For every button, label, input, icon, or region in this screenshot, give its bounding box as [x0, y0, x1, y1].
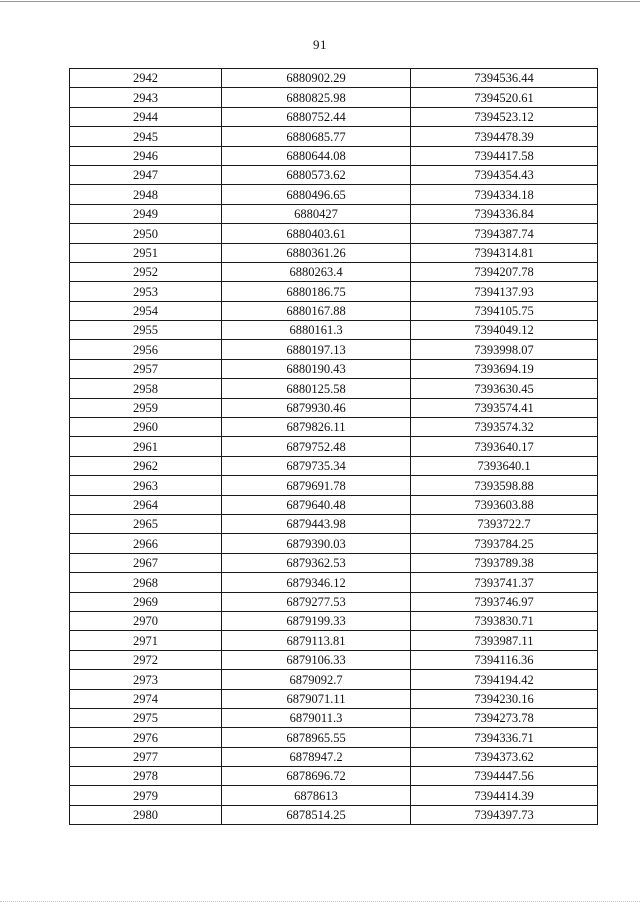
- point-number-cell: 2950: [70, 224, 222, 243]
- y-coordinate-cell: 7394397.73: [411, 805, 598, 824]
- point-number-cell: 2966: [70, 534, 222, 553]
- y-coordinate-cell: 7393574.32: [411, 418, 598, 437]
- x-coordinate-cell: 6880573.62: [222, 165, 411, 184]
- y-coordinate-cell: 7394314.81: [411, 243, 598, 262]
- point-number-cell: 2962: [70, 456, 222, 475]
- x-coordinate-cell: 6880190.43: [222, 359, 411, 378]
- point-number-cell: 2944: [70, 107, 222, 126]
- y-coordinate-cell: 7394207.78: [411, 262, 598, 281]
- table-row: [70, 398, 598, 417]
- table-row: [70, 514, 598, 533]
- x-coordinate-cell: 6880403.61: [222, 224, 411, 243]
- y-coordinate-cell: 7393640.1: [411, 456, 598, 475]
- y-coordinate-cell: 7394520.61: [411, 88, 598, 107]
- table-row: [70, 573, 598, 592]
- y-coordinate-cell: 7394336.84: [411, 204, 598, 223]
- x-coordinate-cell: 6879752.48: [222, 437, 411, 456]
- point-number-cell: 2969: [70, 592, 222, 611]
- y-coordinate-cell: 7393789.38: [411, 553, 598, 572]
- table-row: [70, 805, 598, 824]
- point-number-cell: 2972: [70, 650, 222, 669]
- y-coordinate-cell: 7393784.25: [411, 534, 598, 553]
- x-coordinate-cell: 6879390.03: [222, 534, 411, 553]
- table-row: [70, 127, 598, 146]
- point-number-cell: 2953: [70, 282, 222, 301]
- bottom-rule: [0, 901, 640, 902]
- x-coordinate-cell: 6879735.34: [222, 456, 411, 475]
- table-row: [70, 534, 598, 553]
- table-row: [70, 301, 598, 320]
- table-row: [70, 767, 598, 786]
- point-number-cell: 2942: [70, 69, 222, 88]
- point-number-cell: 2947: [70, 165, 222, 184]
- table-row: [70, 88, 598, 107]
- point-number-cell: 2961: [70, 437, 222, 456]
- table-row: [70, 185, 598, 204]
- point-number-cell: 2976: [70, 728, 222, 747]
- table-row: [70, 243, 598, 262]
- point-number-cell: 2977: [70, 747, 222, 766]
- table-row: [70, 321, 598, 340]
- table-row: [70, 456, 598, 475]
- point-number-cell: 2951: [70, 243, 222, 262]
- y-coordinate-cell: 7393603.88: [411, 495, 598, 514]
- x-coordinate-cell: 6879362.53: [222, 553, 411, 572]
- y-coordinate-cell: 7393830.71: [411, 611, 598, 630]
- table-row: [70, 650, 598, 669]
- table-row: [70, 165, 598, 184]
- table-row: [70, 747, 598, 766]
- y-coordinate-cell: 7394414.39: [411, 786, 598, 805]
- x-coordinate-cell: 6880197.13: [222, 340, 411, 359]
- point-number-cell: 2960: [70, 418, 222, 437]
- table-row: [70, 476, 598, 495]
- point-number-cell: 2949: [70, 204, 222, 223]
- x-coordinate-cell: 6880361.26: [222, 243, 411, 262]
- point-number-cell: 2958: [70, 379, 222, 398]
- coordinates-table: [69, 68, 598, 825]
- table-row: [70, 611, 598, 630]
- y-coordinate-cell: 7394523.12: [411, 107, 598, 126]
- x-coordinate-cell: 6878613: [222, 786, 411, 805]
- x-coordinate-cell: 6880161.3: [222, 321, 411, 340]
- table-row: [70, 379, 598, 398]
- point-number-cell: 2959: [70, 398, 222, 417]
- x-coordinate-cell: 6880496.65: [222, 185, 411, 204]
- y-coordinate-cell: 7393598.88: [411, 476, 598, 495]
- x-coordinate-cell: 6878947.2: [222, 747, 411, 766]
- point-number-cell: 2956: [70, 340, 222, 359]
- table-row: [70, 359, 598, 378]
- y-coordinate-cell: 7394116.36: [411, 650, 598, 669]
- y-coordinate-cell: 7394273.78: [411, 708, 598, 727]
- x-coordinate-cell: 6879011.3: [222, 708, 411, 727]
- table-row: [70, 340, 598, 359]
- table-row: [70, 69, 598, 88]
- x-coordinate-cell: 6879277.53: [222, 592, 411, 611]
- x-coordinate-cell: 6880263.4: [222, 262, 411, 281]
- y-coordinate-cell: 7393640.17: [411, 437, 598, 456]
- page-number: 91: [313, 37, 327, 52]
- x-coordinate-cell: 6878514.25: [222, 805, 411, 824]
- point-number-cell: 2975: [70, 708, 222, 727]
- point-number-cell: 2963: [70, 476, 222, 495]
- x-coordinate-cell: 6880427: [222, 204, 411, 223]
- y-coordinate-cell: 7394447.56: [411, 767, 598, 786]
- x-coordinate-cell: 6880167.88: [222, 301, 411, 320]
- table-row: [70, 107, 598, 126]
- point-number-cell: 2970: [70, 611, 222, 630]
- table-row: [70, 786, 598, 805]
- point-number-cell: 2979: [70, 786, 222, 805]
- y-coordinate-cell: 7394194.42: [411, 670, 598, 689]
- point-number-cell: 2971: [70, 631, 222, 650]
- table-row: [70, 224, 598, 243]
- table-row: [70, 631, 598, 650]
- x-coordinate-cell: 6879199.33: [222, 611, 411, 630]
- y-coordinate-cell: 7394230.16: [411, 689, 598, 708]
- y-coordinate-cell: 7394105.75: [411, 301, 598, 320]
- x-coordinate-cell: 6879640.48: [222, 495, 411, 514]
- y-coordinate-cell: 7393694.19: [411, 359, 598, 378]
- y-coordinate-cell: 7393746.97: [411, 592, 598, 611]
- x-coordinate-cell: 6880902.29: [222, 69, 411, 88]
- point-number-cell: 2946: [70, 146, 222, 165]
- point-number-cell: 2948: [70, 185, 222, 204]
- point-number-cell: 2964: [70, 495, 222, 514]
- point-number-cell: 2973: [70, 670, 222, 689]
- point-number-cell: 2943: [70, 88, 222, 107]
- x-coordinate-cell: 6880752.44: [222, 107, 411, 126]
- x-coordinate-cell: 6880825.98: [222, 88, 411, 107]
- table-row: [70, 204, 598, 223]
- y-coordinate-cell: 7394373.62: [411, 747, 598, 766]
- table-row: [70, 262, 598, 281]
- x-coordinate-cell: 6880685.77: [222, 127, 411, 146]
- x-coordinate-cell: 6878696.72: [222, 767, 411, 786]
- x-coordinate-cell: 6879106.33: [222, 650, 411, 669]
- table-row: [70, 592, 598, 611]
- coordinates-table-body: [70, 69, 598, 825]
- x-coordinate-cell: 6879443.98: [222, 514, 411, 533]
- point-number-cell: 2954: [70, 301, 222, 320]
- point-number-cell: 2968: [70, 573, 222, 592]
- x-coordinate-cell: 6879346.12: [222, 573, 411, 592]
- y-coordinate-cell: 7394536.44: [411, 69, 598, 88]
- point-number-cell: 2974: [70, 689, 222, 708]
- point-number-cell: 2945: [70, 127, 222, 146]
- table-row: [70, 282, 598, 301]
- y-coordinate-cell: 7394387.74: [411, 224, 598, 243]
- y-coordinate-cell: 7393574.41: [411, 398, 598, 417]
- y-coordinate-cell: 7393630.45: [411, 379, 598, 398]
- table-row: [70, 553, 598, 572]
- y-coordinate-cell: 7394417.58: [411, 146, 598, 165]
- x-coordinate-cell: 6879113.81: [222, 631, 411, 650]
- point-number-cell: 2952: [70, 262, 222, 281]
- y-coordinate-cell: 7393722.7: [411, 514, 598, 533]
- table-row: [70, 437, 598, 456]
- y-coordinate-cell: 7394478.39: [411, 127, 598, 146]
- table-row: [70, 689, 598, 708]
- table-row: [70, 708, 598, 727]
- x-coordinate-cell: 6879930.46: [222, 398, 411, 417]
- table-row: [70, 670, 598, 689]
- table-row: [70, 728, 598, 747]
- table-row: [70, 418, 598, 437]
- point-number-cell: 2980: [70, 805, 222, 824]
- point-number-cell: 2978: [70, 767, 222, 786]
- point-number-cell: 2967: [70, 553, 222, 572]
- table-row: [70, 495, 598, 514]
- x-coordinate-cell: 6880186.75: [222, 282, 411, 301]
- point-number-cell: 2957: [70, 359, 222, 378]
- x-coordinate-cell: 6879071.11: [222, 689, 411, 708]
- x-coordinate-cell: 6879092.7: [222, 670, 411, 689]
- table-row: [70, 146, 598, 165]
- top-rule: [0, 1, 640, 2]
- x-coordinate-cell: 6880644.08: [222, 146, 411, 165]
- y-coordinate-cell: 7394049.12: [411, 321, 598, 340]
- y-coordinate-cell: 7394354.43: [411, 165, 598, 184]
- x-coordinate-cell: 6879691.78: [222, 476, 411, 495]
- x-coordinate-cell: 6879826.11: [222, 418, 411, 437]
- point-number-cell: 2955: [70, 321, 222, 340]
- y-coordinate-cell: 7394334.18: [411, 185, 598, 204]
- y-coordinate-cell: 7394137.93: [411, 282, 598, 301]
- y-coordinate-cell: 7393741.37: [411, 573, 598, 592]
- y-coordinate-cell: 7394336.71: [411, 728, 598, 747]
- point-number-cell: 2965: [70, 514, 222, 533]
- x-coordinate-cell: 6880125.58: [222, 379, 411, 398]
- y-coordinate-cell: 7393987.11: [411, 631, 598, 650]
- x-coordinate-cell: 6878965.55: [222, 728, 411, 747]
- y-coordinate-cell: 7393998.07: [411, 340, 598, 359]
